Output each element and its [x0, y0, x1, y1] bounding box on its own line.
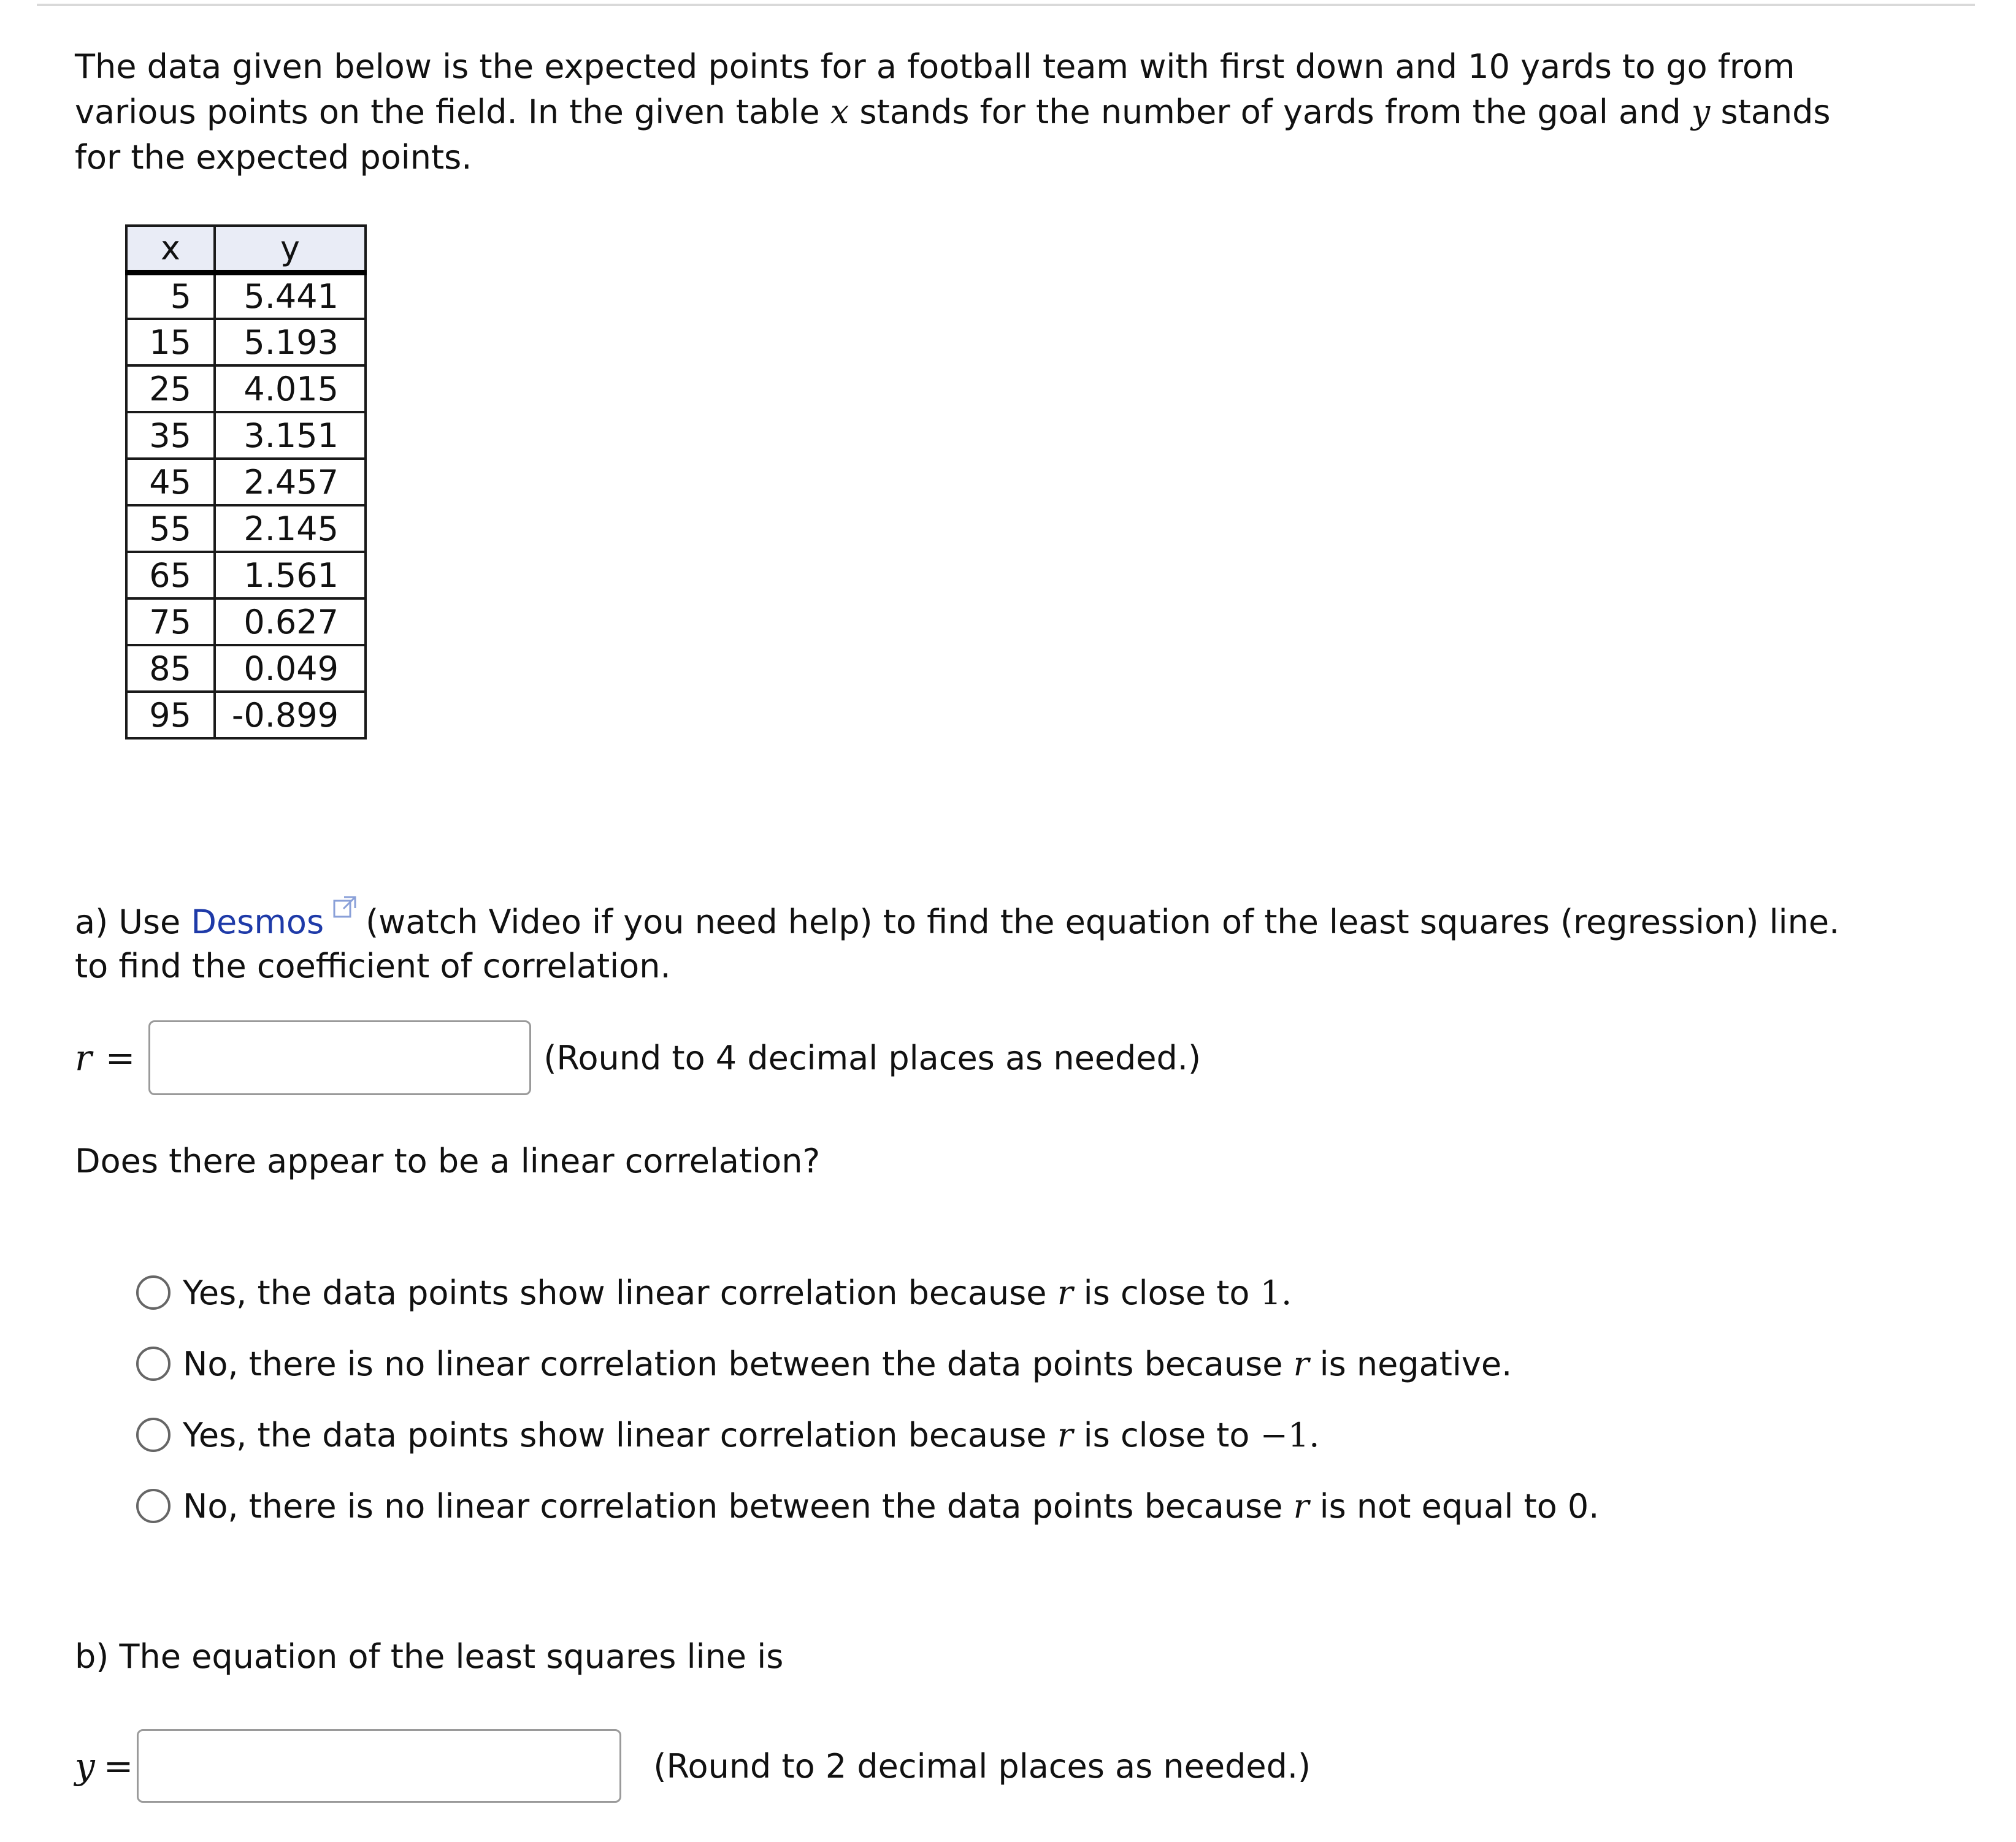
- table-row: [126, 459, 366, 505]
- radio-button[interactable]: [136, 1489, 171, 1523]
- y-equals-sign: =: [103, 1745, 134, 1787]
- option-text: Yes, the data points show linear correlation because: [183, 1415, 1057, 1454]
- r-rounding-hint: (Round to 4 decimal places as needed.): [543, 1038, 1202, 1077]
- table-row: [126, 692, 366, 738]
- intro-paragraph: [75, 44, 1853, 180]
- option-number: 1.: [1260, 1273, 1292, 1312]
- option-var-r: r: [1293, 1344, 1309, 1383]
- y-rounding-hint: (Round to 2 decimal places as needed.): [653, 1746, 1311, 1786]
- option-yes-close-to-neg-1[interactable]: [136, 1399, 1599, 1470]
- intro-text-2: stands for the number of yards from the goal and: [849, 93, 1692, 131]
- part-a-instructions: [75, 887, 1915, 988]
- option-yes-close-to-1[interactable]: [136, 1257, 1599, 1328]
- table-row: [126, 505, 366, 552]
- option-label: [183, 1416, 1319, 1454]
- table-row: [126, 365, 366, 412]
- table-header-x: x: [126, 226, 215, 272]
- option-label: [183, 1345, 1512, 1383]
- table-cell-x: 95: [126, 692, 215, 738]
- option-label: [183, 1487, 1599, 1526]
- part-b-instructions: b) The equation of the least squares line is: [75, 1637, 784, 1676]
- intro-var-x: x: [830, 93, 849, 131]
- desmos-link[interactable]: Desmos: [191, 903, 324, 941]
- part-a-suffix: (watch Video if you need help) to find the equation of the least squares (regression) line.: [366, 903, 1840, 941]
- option-var-r: r: [1057, 1415, 1073, 1454]
- regression-equation-input[interactable]: [137, 1729, 621, 1803]
- radio-button[interactable]: [136, 1275, 171, 1310]
- table-cell-y: -0.899: [215, 692, 366, 738]
- table-cell-x: 25: [126, 365, 215, 412]
- table-cell-x: 65: [126, 552, 215, 598]
- table-cell-y: 2.145: [215, 505, 366, 552]
- table-cell-x: 55: [126, 505, 215, 552]
- radio-button[interactable]: [136, 1347, 171, 1381]
- option-number: −1.: [1260, 1415, 1320, 1454]
- table-row: [126, 412, 366, 459]
- part-a-line-1: [75, 887, 1915, 944]
- table-cell-y: 5.193: [215, 319, 366, 365]
- table-cell-y: 0.049: [215, 645, 366, 692]
- r-answer-row: [75, 1020, 1201, 1095]
- option-text: Yes, the data points show linear correlation because: [183, 1273, 1057, 1312]
- y-answer-row: [75, 1729, 1311, 1803]
- table-cell-y: 4.015: [215, 365, 366, 412]
- table-cell-x: 85: [126, 645, 215, 692]
- r-value-input[interactable]: [148, 1020, 531, 1095]
- r-equals-sign: =: [105, 1037, 136, 1079]
- external-link-icon[interactable]: [332, 887, 357, 931]
- option-text: is close to: [1073, 1415, 1260, 1454]
- table-row: [126, 319, 366, 365]
- data-table: [125, 224, 367, 739]
- table-header-row: [126, 226, 366, 272]
- table-row: [126, 272, 366, 319]
- table-cell-x: 15: [126, 319, 215, 365]
- intro-var-y: y: [1691, 93, 1711, 131]
- option-text: is close to: [1073, 1273, 1260, 1312]
- linear-correlation-question: Does there appear to be a linear correlation?: [75, 1142, 821, 1180]
- table-cell-y: 5.441: [215, 272, 366, 319]
- part-a-prefix: a) Use: [75, 903, 191, 941]
- top-divider: [37, 4, 1975, 6]
- table-header-y: y: [215, 226, 366, 272]
- option-no-not-equal-0[interactable]: [136, 1470, 1599, 1542]
- table-row: [126, 645, 366, 692]
- option-text: is negative.: [1309, 1344, 1512, 1383]
- table-cell-x: 75: [126, 598, 215, 645]
- table-cell-x: 45: [126, 459, 215, 505]
- option-text: No, there is no linear correlation between the data points because: [183, 1344, 1294, 1383]
- option-var-r: r: [1293, 1486, 1309, 1526]
- option-text: is not equal to 0.: [1309, 1486, 1600, 1526]
- table-cell-x: 5: [126, 272, 215, 319]
- table-cell-y: 1.561: [215, 552, 366, 598]
- intro-text-1: The data given below is the expected points for a football team with first down and 10 yards to go from various points on the field. In the given table: [75, 47, 1795, 131]
- table-row: [126, 552, 366, 598]
- option-label: [183, 1274, 1292, 1312]
- intro-text-3: stands for the expected points.: [75, 93, 1831, 177]
- option-text: No, there is no linear correlation between the data points because: [183, 1486, 1294, 1526]
- problem-intro: [75, 44, 1853, 180]
- table-row: [126, 598, 366, 645]
- table-cell-x: 35: [126, 412, 215, 459]
- table-cell-y: 2.457: [215, 459, 366, 505]
- table-cell-y: 0.627: [215, 598, 366, 645]
- option-var-r: r: [1057, 1273, 1073, 1312]
- part-a-line-2: to find the coefficient of correlation.: [75, 947, 671, 985]
- y-variable: y: [75, 1745, 95, 1787]
- correlation-options: [136, 1257, 1599, 1542]
- table-cell-y: 3.151: [215, 412, 366, 459]
- radio-button[interactable]: [136, 1418, 171, 1452]
- option-no-negative[interactable]: [136, 1328, 1599, 1399]
- r-variable: r: [75, 1037, 92, 1079]
